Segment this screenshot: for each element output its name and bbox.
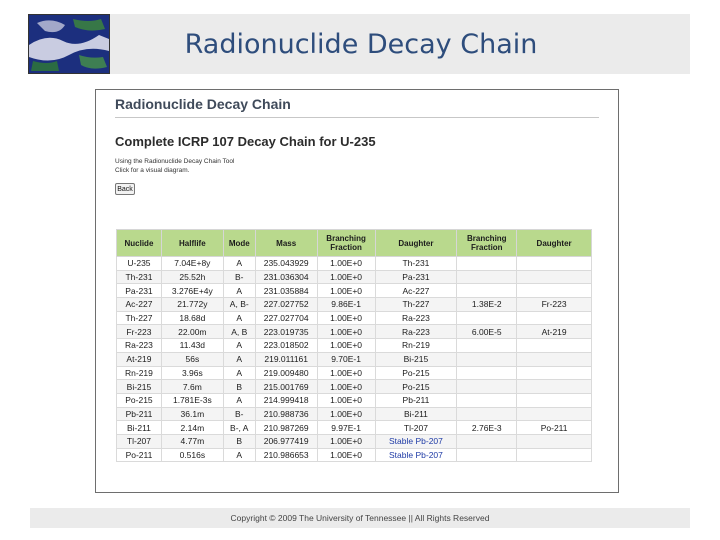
- cell-nuclide: Pa-231: [117, 284, 162, 298]
- table-row: [117, 352, 592, 366]
- cell-daughter-1: Po-215: [375, 366, 457, 380]
- cell-daughter-1[interactable]: Stable Pb-207: [375, 448, 457, 462]
- cell-branching-fraction-1: 9.86E-1: [317, 298, 375, 312]
- cell-daughter-2: Po-211: [517, 421, 592, 435]
- table-row: [117, 407, 592, 421]
- cell-halflife: 1.781E-3s: [161, 393, 223, 407]
- cell-branching-fraction-2: 2.76E-3: [457, 421, 517, 435]
- table-body: [117, 257, 592, 462]
- cell-mass: 210.988736: [255, 407, 317, 421]
- cell-branching-fraction-2: 1.38E-2: [457, 298, 517, 312]
- table-row: [117, 311, 592, 325]
- cell-daughter-2: [517, 339, 592, 353]
- cell-branching-fraction-1: 1.00E+0: [317, 257, 375, 271]
- cell-branching-fraction-2: [457, 339, 517, 353]
- cell-daughter-2: [517, 270, 592, 284]
- cell-branching-fraction-1: 1.00E+0: [317, 325, 375, 339]
- cell-daughter-2: [517, 434, 592, 448]
- panel-subtitle: Complete ICRP 107 Decay Chain for U-235: [115, 134, 376, 149]
- cell-nuclide: Ac-227: [117, 298, 162, 312]
- cell-nuclide: At-219: [117, 352, 162, 366]
- back-button[interactable]: Back: [115, 183, 135, 195]
- cell-halflife: 21.772y: [161, 298, 223, 312]
- cell-daughter-2: At-219: [517, 325, 592, 339]
- cell-mode: A: [223, 448, 255, 462]
- cell-mode: A: [223, 311, 255, 325]
- cell-halflife: 56s: [161, 352, 223, 366]
- table-row: [117, 298, 592, 312]
- column-header-daughter-1: Daughter: [375, 230, 457, 257]
- cell-branching-fraction-2: [457, 434, 517, 448]
- cell-daughter-2: [517, 380, 592, 394]
- cell-mass: 223.018502: [255, 339, 317, 353]
- cell-daughter-2: [517, 284, 592, 298]
- cell-nuclide: Th-227: [117, 311, 162, 325]
- cell-daughter-1: Tl-207: [375, 421, 457, 435]
- cell-branching-fraction-1: 1.00E+0: [317, 380, 375, 394]
- cell-daughter-2: [517, 448, 592, 462]
- cell-daughter-2: [517, 407, 592, 421]
- cell-halflife: 22.00m: [161, 325, 223, 339]
- panel-title: Radionuclide Decay Chain: [115, 96, 291, 112]
- cell-halflife: 4.77m: [161, 434, 223, 448]
- footer-bar: [30, 508, 690, 528]
- column-header-branching-fraction-1: Branching Fraction: [317, 230, 375, 257]
- cell-daughter-2: [517, 366, 592, 380]
- cell-mass: 210.987269: [255, 421, 317, 435]
- cell-nuclide: Bi-215: [117, 380, 162, 394]
- cell-halflife: 7.6m: [161, 380, 223, 394]
- cell-daughter-2: [517, 393, 592, 407]
- cell-daughter-1: Rn-219: [375, 339, 457, 353]
- cell-nuclide: Ra-223: [117, 339, 162, 353]
- cell-daughter-2: [517, 257, 592, 271]
- cell-branching-fraction-2: [457, 352, 517, 366]
- column-header-halflife: Halflife: [161, 230, 223, 257]
- cell-mass: 227.027704: [255, 311, 317, 325]
- cell-mode: B: [223, 434, 255, 448]
- cell-mode: A, B: [223, 325, 255, 339]
- cell-branching-fraction-1: 1.00E+0: [317, 407, 375, 421]
- cell-daughter-1: Ra-223: [375, 311, 457, 325]
- cell-branching-fraction-1: 1.00E+0: [317, 270, 375, 284]
- cell-daughter-2: Fr-223: [517, 298, 592, 312]
- cell-branching-fraction-2: [457, 393, 517, 407]
- cell-nuclide: Pb-211: [117, 407, 162, 421]
- table-row: [117, 421, 592, 435]
- cell-mass: 231.036304: [255, 270, 317, 284]
- column-header-mass: Mass: [255, 230, 317, 257]
- cell-branching-fraction-2: [457, 448, 517, 462]
- visual-diagram-link[interactable]: Click for a visual diagram.: [115, 167, 190, 174]
- cell-branching-fraction-2: [457, 366, 517, 380]
- table-header-row: [117, 230, 592, 257]
- cell-branching-fraction-1: 1.00E+0: [317, 434, 375, 448]
- table-row: [117, 366, 592, 380]
- table-row: [117, 284, 592, 298]
- cell-branching-fraction-1: 1.00E+0: [317, 393, 375, 407]
- cell-mass: 231.035884: [255, 284, 317, 298]
- cell-nuclide: Rn-219: [117, 366, 162, 380]
- cell-mass: 210.986653: [255, 448, 317, 462]
- table-row: [117, 325, 592, 339]
- cell-halflife: 18.68d: [161, 311, 223, 325]
- cell-mode: B-: [223, 407, 255, 421]
- copyright-text: Copyright © 2009 The University of Tennessee || All Rights Reserved: [230, 513, 490, 523]
- cell-daughter-1: Ra-223: [375, 325, 457, 339]
- cell-nuclide: Po-211: [117, 448, 162, 462]
- cell-mode: B-: [223, 270, 255, 284]
- column-header-nuclide: Nuclide: [117, 230, 162, 257]
- cell-mode: A: [223, 366, 255, 380]
- cell-halflife: 2.14m: [161, 421, 223, 435]
- cell-halflife: 3.96s: [161, 366, 223, 380]
- cell-nuclide: Bi-211: [117, 421, 162, 435]
- column-header-daughter-2: Daughter: [517, 230, 592, 257]
- cell-halflife: 7.04E+8y: [161, 257, 223, 271]
- decay-chain-panel: [95, 89, 619, 493]
- cell-branching-fraction-1: 1.00E+0: [317, 448, 375, 462]
- table-row: [117, 257, 592, 271]
- cell-mass: 227.027752: [255, 298, 317, 312]
- cell-branching-fraction-2: [457, 284, 517, 298]
- decay-chain-tool-help-link[interactable]: Using the Radionuclide Decay Chain Tool: [115, 158, 235, 165]
- table-row: [117, 448, 592, 462]
- title-divider: [115, 117, 599, 118]
- cell-branching-fraction-2: 6.00E-5: [457, 325, 517, 339]
- cell-halflife: 3.276E+4y: [161, 284, 223, 298]
- cell-branching-fraction-2: [457, 270, 517, 284]
- cell-branching-fraction-2: [457, 257, 517, 271]
- cell-daughter-1: Pb-211: [375, 393, 457, 407]
- cell-mass: 214.999418: [255, 393, 317, 407]
- cell-mass: 223.019735: [255, 325, 317, 339]
- cell-halflife: 0.516s: [161, 448, 223, 462]
- cell-mass: 219.011161: [255, 352, 317, 366]
- cell-halflife: 11.43d: [161, 339, 223, 353]
- cell-daughter-2: [517, 311, 592, 325]
- decay-chain-table: [116, 229, 592, 462]
- cell-nuclide: Tl-207: [117, 434, 162, 448]
- cell-mass: 206.977419: [255, 434, 317, 448]
- slide-title: Radionuclide Decay Chain: [184, 28, 538, 60]
- table-row: [117, 380, 592, 394]
- cell-nuclide: U-235: [117, 257, 162, 271]
- cell-nuclide: Th-231: [117, 270, 162, 284]
- cell-branching-fraction-1: 1.00E+0: [317, 311, 375, 325]
- cell-mode: A: [223, 352, 255, 366]
- cell-branching-fraction-2: [457, 380, 517, 394]
- cell-daughter-1: Ac-227: [375, 284, 457, 298]
- cell-mass: 219.009480: [255, 366, 317, 380]
- cell-halflife: 36.1m: [161, 407, 223, 421]
- cell-nuclide: Fr-223: [117, 325, 162, 339]
- cell-daughter-1: Pa-231: [375, 270, 457, 284]
- column-header-mode: Mode: [223, 230, 255, 257]
- cell-daughter-1: Bi-211: [375, 407, 457, 421]
- cell-mode: B-, A: [223, 421, 255, 435]
- cell-mode: B: [223, 380, 255, 394]
- cell-daughter-1: Po-215: [375, 380, 457, 394]
- table-row: [117, 434, 592, 448]
- cell-mode: A: [223, 257, 255, 271]
- column-header-branching-fraction-2: Branching Fraction: [457, 230, 517, 257]
- cell-mode: A: [223, 339, 255, 353]
- cell-branching-fraction-1: 9.70E-1: [317, 352, 375, 366]
- cell-mass: 235.043929: [255, 257, 317, 271]
- cell-daughter-1: Th-227: [375, 298, 457, 312]
- earth-satellite-logo-icon: [28, 14, 110, 74]
- cell-daughter-1: Bi-215: [375, 352, 457, 366]
- cell-mode: A: [223, 284, 255, 298]
- table-row: [117, 270, 592, 284]
- cell-branching-fraction-1: 1.00E+0: [317, 339, 375, 353]
- cell-halflife: 25.52h: [161, 270, 223, 284]
- cell-mode: A: [223, 393, 255, 407]
- table-row: [117, 339, 592, 353]
- cell-daughter-2: [517, 352, 592, 366]
- cell-nuclide: Po-215: [117, 393, 162, 407]
- cell-branching-fraction-1: 1.00E+0: [317, 366, 375, 380]
- cell-branching-fraction-2: [457, 407, 517, 421]
- cell-branching-fraction-2: [457, 311, 517, 325]
- cell-mode: A, B-: [223, 298, 255, 312]
- cell-mass: 215.001769: [255, 380, 317, 394]
- cell-branching-fraction-1: 1.00E+0: [317, 284, 375, 298]
- table-row: [117, 393, 592, 407]
- cell-daughter-1: Th-231: [375, 257, 457, 271]
- cell-branching-fraction-1: 9.97E-1: [317, 421, 375, 435]
- cell-daughter-1[interactable]: Stable Pb-207: [375, 434, 457, 448]
